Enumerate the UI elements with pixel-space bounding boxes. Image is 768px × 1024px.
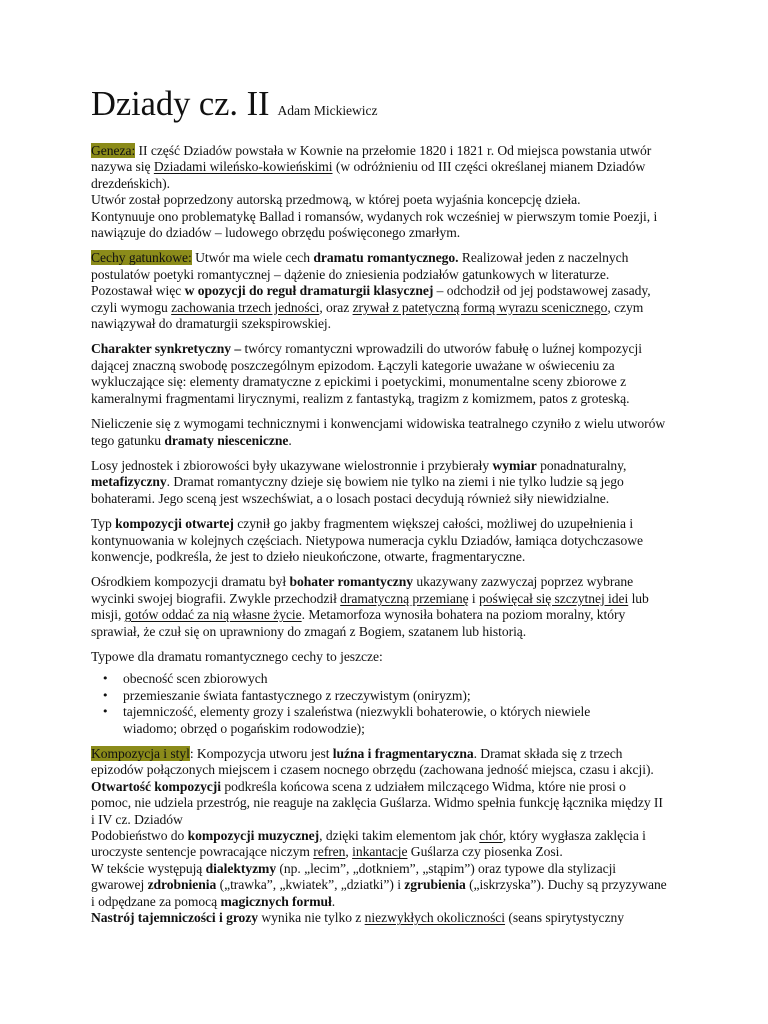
cechy-paragraph: Cechy gatunkowe: Utwór ma wiele cech dramatu romantycznego. Realizował jeden z naczelnych postulatów poetyki romantycznej – dążenie do zniesienia podziałów gatunkowych w literaturze. Pozostawał więc w opozycji do reguł dramaturgii klasycznej – odchodził od jej podstawowej zasady, czyli wymogu zachowania trzech jedności, oraz zrywał z patetyczną formą wyrazu scenicznego, czym nawiązywał do dramaturgii szekspirowskiej. (91, 250, 651, 332)
typ-paragraph: Typ kompozycji otwartej czynił go jakby fragmentem większej całości, możliwej do uzupełnienia i kontynuowania w kolejnych częściach. Nietypowa numeracja cyklu Dziadów, łamiąca dotychczasowe konwencje, podkreśla, że jest to dzieło nieukończone, otwarte, fragmentaryczne. (91, 516, 643, 564)
list-item: • tajemniczość, elementy grozy i szaleństwa (niezwykli bohaterowie, o których niewiele wiadomo; obrzęd o pogańskim rodowodzie); (118, 704, 668, 737)
kompozycja-label: Kompozycja i styl (91, 746, 190, 761)
podobienstwo-paragraph: Podobieństwo do kompozycji muzycznej, dzięki takim elementom jak chór, który wygłasza zaklęcia i uroczyste sentencje powracające niczym refren, inkantacje Guślarza czy piosenka Zosi. (91, 828, 646, 860)
geneza-label: Geneza: (91, 143, 136, 158)
typowe-list (91, 671, 668, 737)
list-item: • obecność scen zbiorowych (118, 671, 668, 687)
cechy-label: Cechy gatunkowe: (91, 250, 192, 266)
kompozycja-paragraph: Kompozycja i styl: Kompozycja utworu jest luźna i fragmentaryczna. Dramat składa się z trzech epizodów połączonych miejscem i czasem nocnego obrzędu (zachowana jedność miejsca, czasu i akcji). Otwartość kompozycji podkreśla końcowa scena z udziałem milczącego Widma, które nie prosi o pomoc, nie udziela przestróg, nie reaguje na zaklęcia Guślarza. Widmo spełnia funkcję łącznika między II i IV cz. Dziadów (91, 746, 663, 827)
typowe-intro: Typowe dla dramatu romantycznego cechy to jeszcze: (91, 648, 383, 664)
geneza-line-3: Kontynuuje ono problematykę Ballad i romansów, wydanych rok wcześniej w pierwszym tomie Poezji, i nawiązuje do dziadów – ludowego obrzędu poświęconego zmarłym. (91, 208, 658, 241)
nastroj-paragraph: Nastrój tajemniczości i grozy wynika nie tylko z niezwykłych okoliczności (seans spirytystyczny (91, 910, 624, 926)
document-title (91, 86, 668, 129)
losy-paragraph: Losy jednostek i zbiorowości były ukazywane wielostronnie i przybierały wymiar ponadnaturalny, metafizyczny. Dramat romantyczny dzieje się bowiem nie tylko na ziemi i nie tylko ludzie są jego bohaterami. Jego sceną jest wszechświat, a o losach postaci decydują również siły niewidzialne. (91, 457, 627, 506)
nieliczenie-paragraph: Nieliczenie się z wymogami technicznymi i konwencjami widowiska teatralnego czyniło z wielu utworów tego gatunku dramaty niesceniczne. (91, 416, 666, 448)
charakter-paragraph: Charakter synkretyczny – twórcy romantyczni wprowadzili do utworów fabułę o luźnej kompozycji dającej znaczną swobodę poszczególnym epizodom. Łączyli kategorie uważane w oświeceniu za wykluczające się: elementy dramatyczne z epickimi i poetyckimi, monumentalne sceny zbiorowe z kameralnymi fragmentami lirycznymi, realizm z fantastyką, tragizm z komizmem, patos z groteską. (91, 341, 642, 406)
geneza-line-2: Utwór został poprzedzony autorską przedmową, w której poeta wyjaśnia koncepcję dzieła. (91, 192, 581, 208)
tekst-paragraph: W tekście występują dialektyzmy (np. „lecim”, „dotkniem”, „stąpim”) oraz typowe dla stylizacji gwarowej zdrobnienia („trawka”, „kwiatek”, „dziatki”) i zgrubienia („iskrzyska”). Duchy są przyzywane i odpędzane za pomocą magicznych formuł. (91, 860, 667, 909)
title-main: Dziady cz. II (91, 85, 270, 123)
geneza-paragraph: Geneza: II część Dziadów powstała w Kownie na przełomie 1820 i 1821 r. Od miejsca powstania utwór nazywa się Dziadami wileńsko-kowieńskimi (w odróżnieniu od III części określanej mianem Dziadów drezdeńskich). (91, 143, 652, 191)
list-item: • przemieszanie świata fantastycznego z rzeczywistym (oniryzm); (118, 688, 668, 704)
title-author: Adam Mickiewicz (277, 103, 378, 118)
osrodek-paragraph: Ośrodkiem kompozycji dramatu był bohater romantyczny ukazywany zazwyczaj poprzez wybrane wycinki swojej biografii. Zwykle przechodził dramatyczną przemianę i poświęcał się szczytnej idei lub misji, gotów oddać za nią własne życie. Metamorfoza wynosiła bohatera na poziom moralny, który sprawiał, że czuł się on uprawniony do zmagań z Bogiem, szatanem lub historią. (91, 574, 649, 639)
